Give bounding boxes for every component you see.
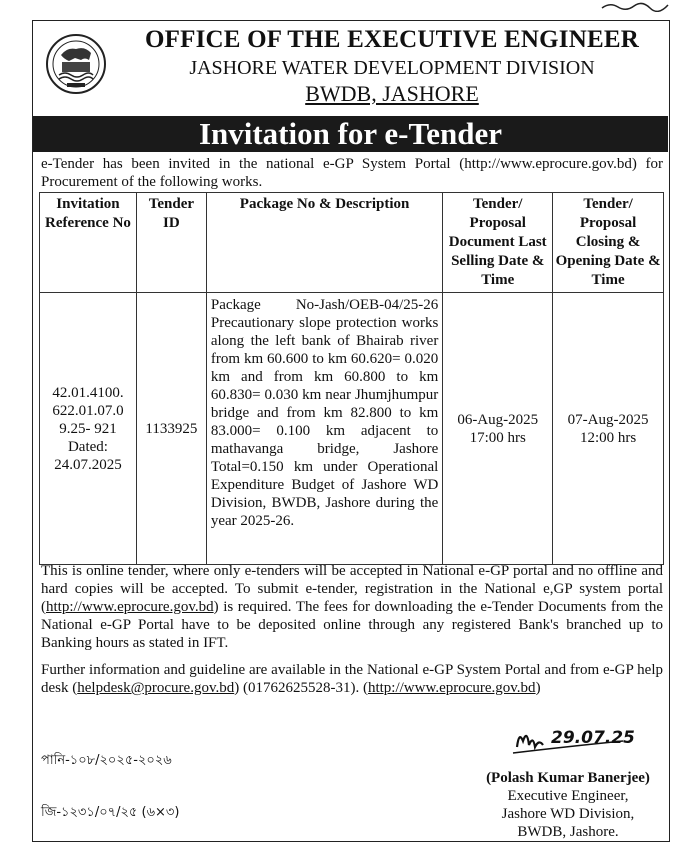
eprocure-link[interactable]: http://www.eprocure.gov.bd — [46, 599, 214, 615]
closing-cell: 07-Aug-2025 12:00 hrs — [553, 293, 664, 565]
officer-title: Executive Engineer, — [507, 788, 629, 804]
further-info-paragraph: Further information and guideline are available in the National e-GP System Portal and from e-GP help desk (helpdesk@procure.gov.bd) (01762625528-31). (http://www.eprocure.gov.bd) — [41, 662, 663, 696]
officer-org: BWDB, Jashore. — [517, 824, 619, 840]
svg-text:29.07.25: 29.07.25 — [551, 728, 635, 748]
office-header — [33, 21, 668, 115]
table-row — [40, 293, 664, 565]
officer-division: Jashore WD Division, — [501, 806, 635, 822]
officer-name: (Polash Kumar Banerjee) — [486, 770, 650, 786]
header-package: Package No & Description — [206, 193, 442, 293]
invitation-ref-cell: 42.01.4100. 622.01.07.0 9.25- 921 Dated: 24.07.2025 — [40, 293, 137, 565]
header-tender-id: Tender ID — [136, 193, 206, 293]
division-title: JASHORE WATER DEVELOPMENT DIVISION — [189, 57, 595, 79]
header-invitation-ref: Invitation Reference No — [40, 193, 137, 293]
header-closing: Tender/ Proposal Closing & Opening Date & Time — [553, 193, 664, 293]
helpdesk-email-link[interactable]: helpdesk@procure.gov.bd — [77, 680, 235, 696]
signature-image — [473, 711, 663, 771]
table-header-row — [40, 193, 664, 293]
header-last-selling: Tender/ Proposal Document Last Selling Date & Time — [443, 193, 553, 293]
package-description-cell: Package No-Jash/OEB-04/25-26 Precautionary slope protection works along the left bank of Bhairab river from km 60.600 to km 60.620= 0.020 km and from km 60.800 to km 60.830= 0.030 km near Jhumjhumpur bridge and from km 82.800 to km 83.000= 0.100 km adjacent to mathavanga bridge, Jashore Total=0.150 km under Operational Expenditure Budget of Jashore WD Division, BWDB, Jashore during the year 2025-26. — [206, 293, 442, 565]
officer-block — [473, 769, 663, 841]
gov-ad-number: জি-১২৩১/০৭/২৫ (৬×৩) — [41, 805, 180, 820]
office-title: OFFICE OF THE EXECUTIVE ENGINEER — [145, 26, 639, 53]
last-selling-cell: 06-Aug-2025 17:00 hrs — [443, 293, 553, 565]
bwdb-logo-icon — [45, 33, 107, 95]
organization-title: BWDB, JASHORE — [305, 81, 479, 106]
top-edge-scribble — [600, 0, 670, 12]
tender-id-cell: 1133925 — [136, 293, 206, 565]
intro-text: e-Tender has been invited in the national e-GP System Portal (http://www.eprocure.gov.bd) for Procurement of the following works. — [41, 156, 663, 190]
eprocure-link-2[interactable]: http://www.eprocure.gov.bd — [367, 680, 536, 696]
online-tender-paragraph: This is online tender, where only e-tenders will be accepted in National e-GP portal and no offline and hard copies will be accepted. To submit e-tender, registration in the National e,GP system portal (http://www.eprocure.gov.bd) is required. The fees for downloading the e-Tender Documents from the National e-GP Portal have to be deposited online through any registered Bank's branched up to Banking hours as stated in IFT. — [41, 563, 663, 651]
advertisement-frame — [32, 20, 670, 842]
tender-banner: Invitation for e-Tender — [33, 116, 668, 152]
tender-table — [39, 192, 664, 565]
memo-number: পানি-১০৮/২০২৫-২০২৬ — [41, 753, 172, 768]
